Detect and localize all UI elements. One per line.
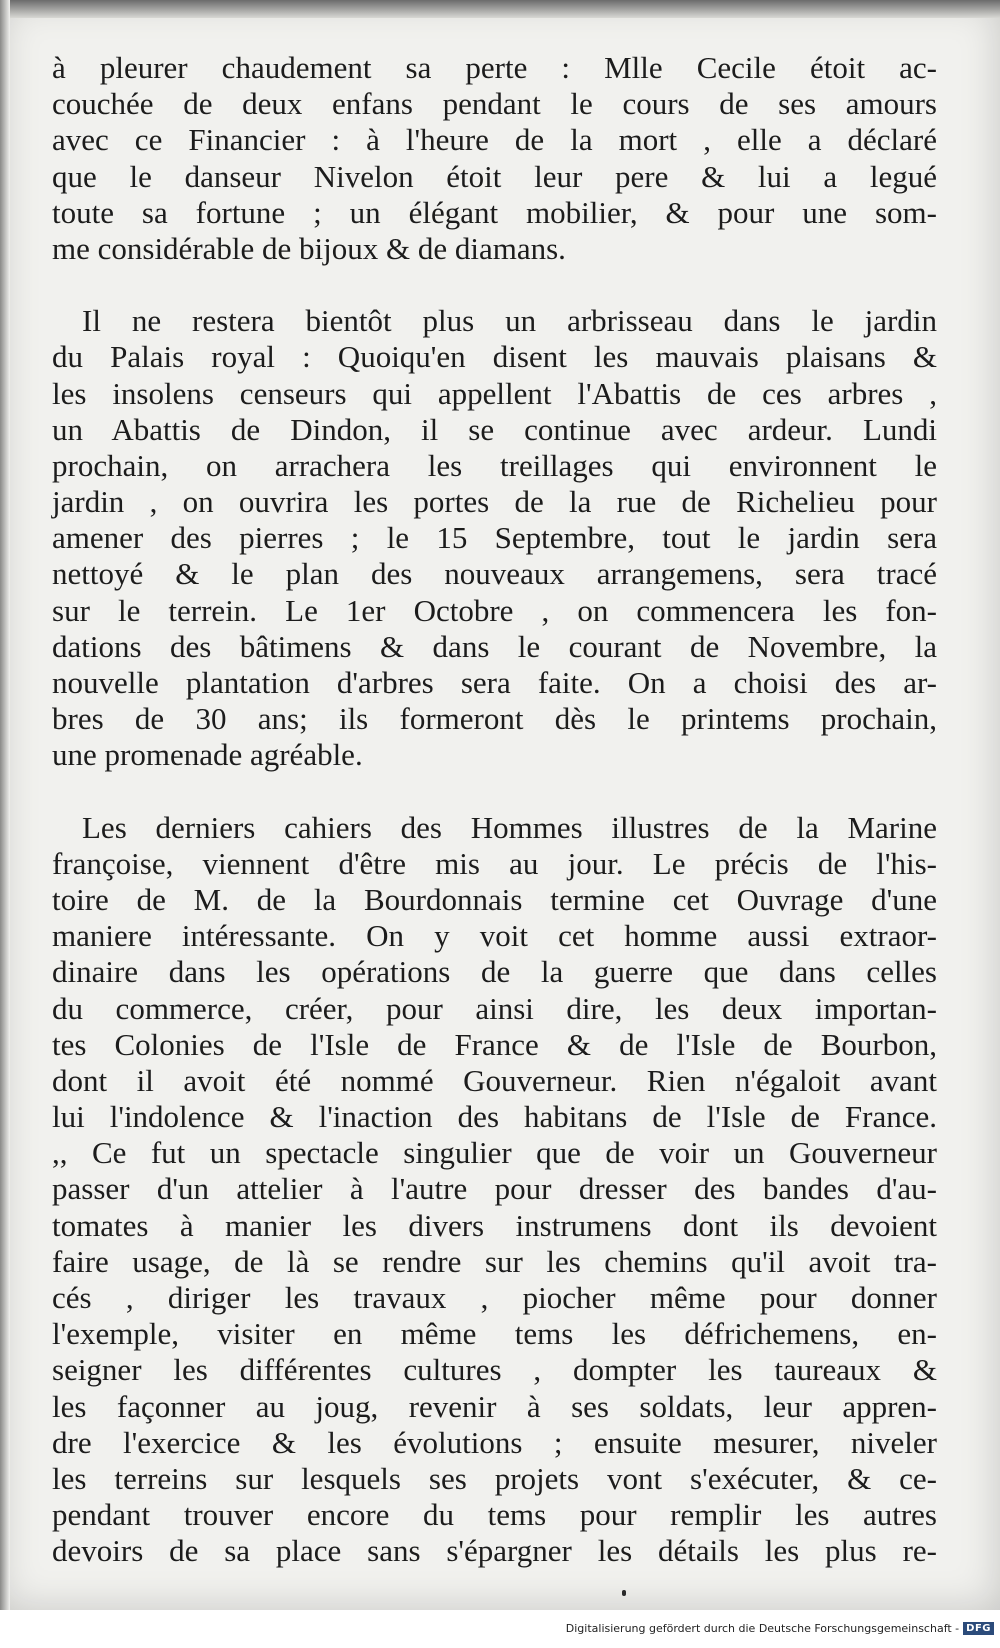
page-text: [52, 50, 937, 1570]
text-line: seigner les différentes cultures , dompter les taureaux &: [52, 1352, 937, 1388]
text-line: Il ne restera bientôt plus un arbrisseau dans le jardin: [82, 303, 937, 339]
text-line: que le danseur Nivelon étoit leur pere & lui a legué: [52, 158, 937, 194]
text-line: ,, Ce fut un spectacle singulier que de voir un Gouverneur: [52, 1135, 937, 1171]
paragraph-3: [52, 810, 937, 1570]
text-line: couchée de deux enfans pendant le cours de ses amours: [52, 86, 937, 122]
text-line: nettoyé & le plan des nouveaux arrangemens, sera tracé: [52, 556, 937, 592]
text-line: dre l'exercice & les évolutions ; ensuite mesurer, niveler: [52, 1424, 937, 1460]
page-top-shadow: [0, 0, 1000, 18]
paragraph-2: [52, 303, 937, 773]
text-line: me considérable de bijoux & de diamans.: [52, 230, 566, 266]
page-left-shadow: [0, 0, 10, 1610]
text-line: pendant trouver encore du tems pour remplir les autres: [52, 1497, 937, 1533]
text-line: bres de 30 ans; ils formeront dès le printems prochain,: [52, 701, 937, 737]
digitization-credit: [566, 1622, 994, 1635]
text-line: faire usage, de là se rendre sur les chemins qu'il avoit tra-: [52, 1243, 937, 1279]
text-line: jardin , on ouvrira les portes de la rue de Richelieu pour: [52, 484, 937, 520]
credit-text: Digitalisierung gefördert durch die Deutsche Forschungsgemeinschaft -: [565, 1622, 960, 1635]
paragraph-1: [52, 50, 937, 267]
text-line: amener des pierres ; le 15 Septembre, tout le jardin sera: [52, 520, 937, 556]
text-line: devoirs de sa place sans s'épargner les détails les plus re-: [52, 1533, 937, 1569]
text-line: à pleurer chaudement sa perte : Mlle Cecile étoit ac-: [52, 50, 937, 85]
text-line: françoise, viennent d'être mis au jour. Le précis de l'his-: [52, 845, 937, 881]
text-line: dont il avoit été nommé Gouverneur. Rien n'égaloit avant: [52, 1062, 937, 1098]
text-line: tes Colonies de l'Isle de France & de l'Isle de Bourbon,: [52, 1026, 937, 1062]
text-line: Les derniers cahiers des Hommes illustres de la Marine: [82, 809, 937, 845]
text-line: les insolens censeurs qui appellent l'Abattis de ces arbres ,: [52, 375, 937, 411]
text-line: un Abattis de Dindon, il se continue avec ardeur. Lundi: [52, 411, 937, 447]
dfg-logo: DFG: [963, 1622, 994, 1635]
text-line: du commerce, créer, pour ainsi dire, les deux importan-: [52, 990, 937, 1026]
text-line: les façonner au joug, revenir à ses soldats, leur appren-: [52, 1388, 937, 1424]
text-line: sur le terrein. Le 1er Octobre , on commencera les fon-: [52, 592, 937, 628]
text-line: les terreins sur lesquels ses projets vont s'exécuter, & ce-: [52, 1460, 937, 1496]
text-line: cés , diriger les travaux , piocher même pour donner: [52, 1280, 937, 1315]
ink-speck: [622, 1590, 626, 1596]
text-line: dinaire dans les opérations de la guerre que dans celles: [52, 954, 937, 990]
text-line: lui l'indolence & l'inaction des habitans de l'Isle de France.: [52, 1099, 937, 1135]
text-line: toute sa fortune ; un élégant mobilier, & pour une som-: [52, 194, 937, 230]
text-line: une promenade agréable.: [52, 737, 363, 773]
text-line: tomates à manier les divers instrumens dont ils devoient: [52, 1207, 937, 1243]
text-line: passer d'un attelier à l'autre pour dresser des bandes d'au-: [52, 1171, 937, 1207]
text-line: maniere intéressante. On y voit cet homme aussi extraor-: [52, 918, 937, 954]
text-line: toire de M. de la Bourdonnais termine cet Ouvrage d'une: [52, 881, 937, 917]
text-line: prochain, on arrachera les treillages qui environnent le: [52, 447, 937, 483]
text-line: nouvelle plantation d'arbres sera faite. On a choisi des ar-: [52, 665, 937, 700]
text-line: du Palais royal : Quoiqu'en disent les mauvais plaisans &: [52, 339, 937, 375]
text-line: dations des bâtimens & dans le courant de Novembre, la: [52, 628, 937, 664]
text-line: l'exemple, visiter en même tems les défrichemens, en-: [52, 1316, 937, 1352]
text-line: avec ce Financier : à l'heure de la mort , elle a déclaré: [52, 122, 937, 158]
